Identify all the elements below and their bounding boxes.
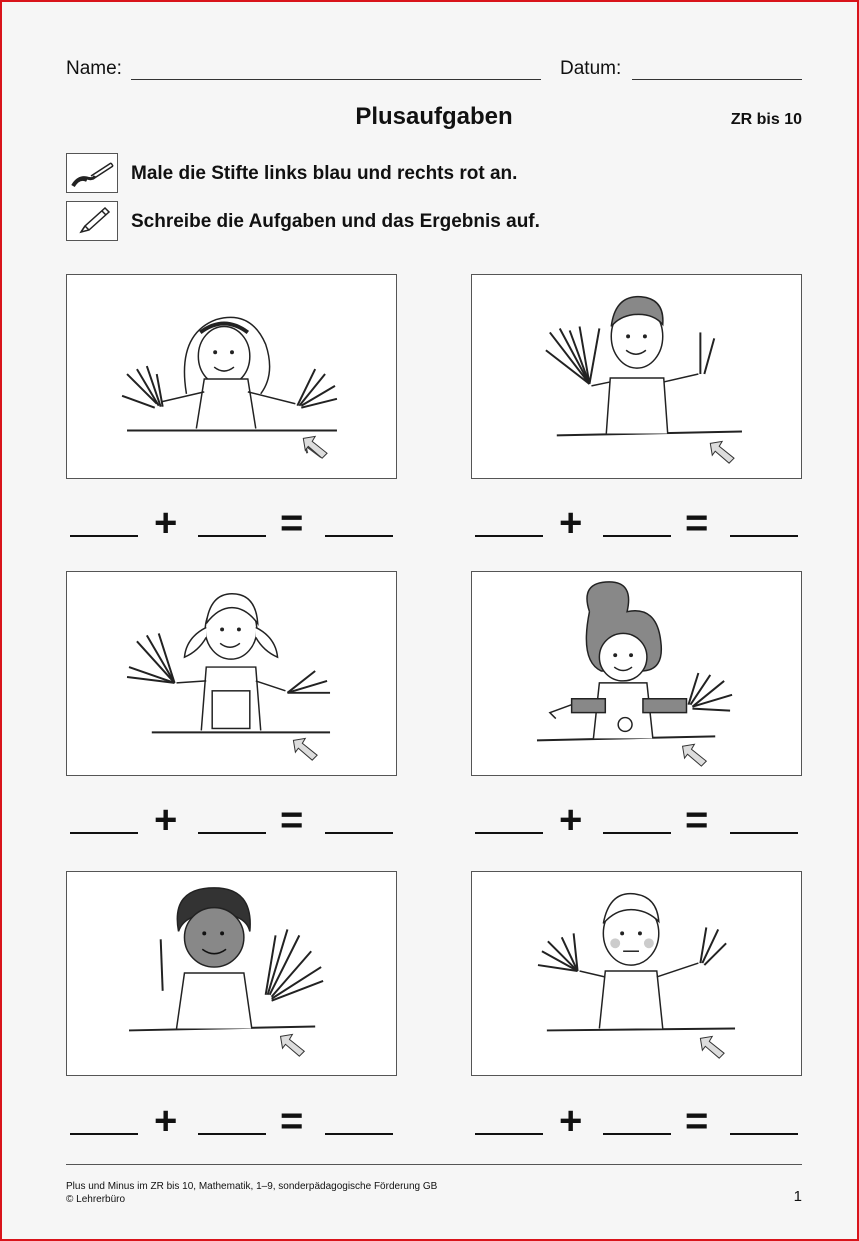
result-blank[interactable] [730, 535, 798, 537]
equals-sign: = [685, 1099, 709, 1143]
picture-boy-with-short-hair [471, 871, 802, 1076]
plus-sign: + [154, 1099, 178, 1143]
addend-1-blank[interactable] [475, 535, 543, 537]
plus-sign: + [559, 501, 583, 545]
addend-2-blank[interactable] [198, 1133, 266, 1135]
picture-girl-with-curly-bun [471, 571, 802, 776]
addend-2-blank[interactable] [198, 832, 266, 834]
footer-line-1: Plus und Minus im ZR bis 10, Mathematik, 1–9, sonderpädagogische Förderung GB [66, 1181, 438, 1192]
equation-6 [475, 1099, 805, 1143]
plus-sign: + [559, 798, 583, 842]
result-blank[interactable] [730, 832, 798, 834]
addend-1-blank[interactable] [475, 1133, 543, 1135]
addend-2-blank[interactable] [603, 1133, 671, 1135]
picture-boy [471, 274, 802, 479]
equation-3 [70, 798, 400, 842]
name-label: Name: [66, 58, 122, 79]
instruction-2-text: Schreibe die Aufgaben und das Ergebnis auf. [131, 211, 540, 232]
picture-girl-with-pigtails [66, 571, 397, 776]
addend-1-blank[interactable] [475, 832, 543, 834]
equation-4 [475, 798, 805, 842]
plus-sign: + [154, 798, 178, 842]
number-range-label: ZR bis 10 [730, 111, 802, 128]
footer-divider [66, 1164, 802, 1165]
date-label: Datum: [560, 58, 622, 79]
addend-1-blank[interactable] [70, 535, 138, 537]
page-title: Plusaufgaben [355, 103, 513, 130]
equation-2 [475, 501, 805, 545]
name-line[interactable] [131, 79, 541, 80]
addend-1-blank[interactable] [70, 832, 138, 834]
equals-sign: = [685, 501, 709, 545]
equals-sign: = [280, 798, 304, 842]
result-blank[interactable] [325, 535, 393, 537]
result-blank[interactable] [325, 832, 393, 834]
equation-1 [70, 501, 400, 545]
pencil-icon [66, 201, 118, 241]
coloring-brush-icon [66, 153, 118, 193]
footer-line-2: © Lehrerbüro [66, 1194, 126, 1205]
equals-sign: = [280, 1099, 304, 1143]
addend-1-blank[interactable] [70, 1133, 138, 1135]
plus-sign: + [154, 501, 178, 545]
picture-boy-with-curly-hair [66, 871, 397, 1076]
addend-2-blank[interactable] [603, 832, 671, 834]
date-line[interactable] [632, 79, 802, 80]
instruction-1-text: Male die Stifte links blau und rechts rot an. [131, 163, 518, 184]
picture-girl-with-headband [66, 274, 397, 479]
addend-2-blank[interactable] [198, 535, 266, 537]
equation-5 [70, 1099, 400, 1143]
page-number: 1 [793, 1188, 802, 1205]
equals-sign: = [280, 501, 304, 545]
result-blank[interactable] [730, 1133, 798, 1135]
result-blank[interactable] [325, 1133, 393, 1135]
addend-2-blank[interactable] [603, 535, 671, 537]
footer-source [66, 1180, 437, 1206]
plus-sign: + [559, 1099, 583, 1143]
equals-sign: = [685, 798, 709, 842]
